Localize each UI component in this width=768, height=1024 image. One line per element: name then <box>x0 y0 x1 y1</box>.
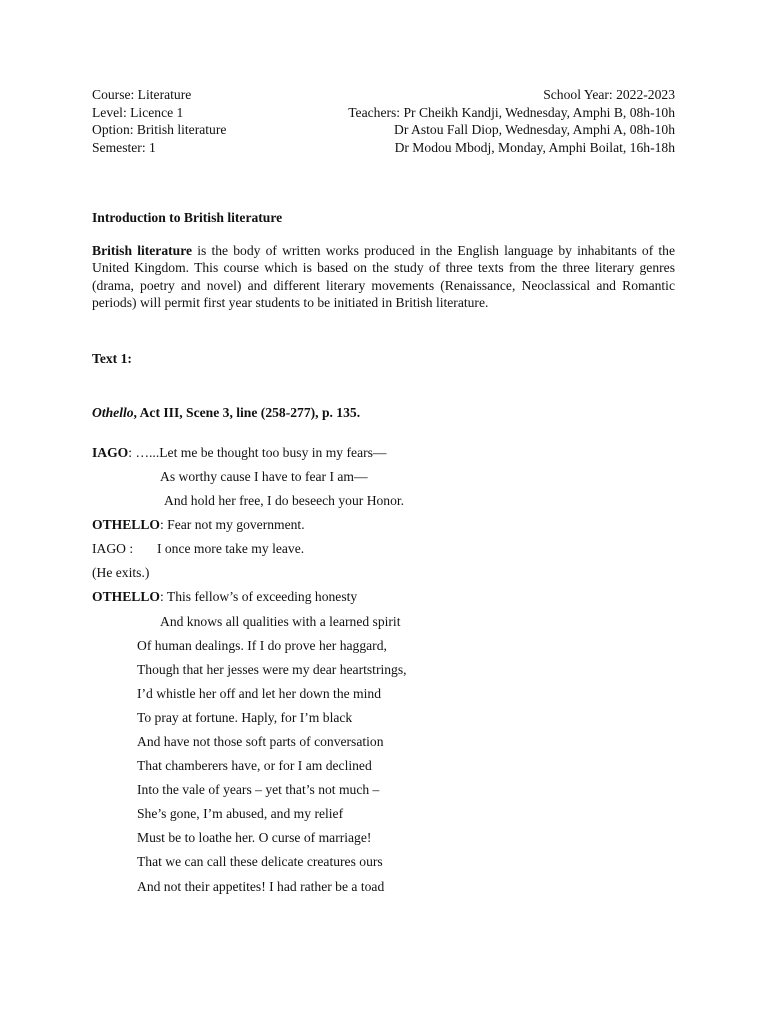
course-label: Course: Literature <box>92 87 192 102</box>
semester-label: Semester: 1 <box>92 139 156 155</box>
text-label: Text 1: <box>92 350 132 366</box>
teacher-line: Dr Astou Fall Diop, Wednesday, Amphi A, 08h-10h <box>394 122 675 137</box>
verse-line: Must be to loathe her. O curse of marriage! <box>137 830 372 846</box>
section-title: Introduction to British literature <box>92 210 283 225</box>
header-row <box>92 139 675 157</box>
intro-body: is the body of written works produced in the English language by inhabitants of the United Kingdom. This course which is based on the study of three texts from the three literary genres (drama, poetry and novel) and different literary movements (Renaissance, Neoclassical and Romantic periods) will permit first year students to be initiated in British literature. <box>92 242 675 311</box>
level-label: Level: Licence 1 <box>92 104 184 120</box>
intro-paragraph <box>92 242 675 312</box>
play-line: IAGO : I once more take my leave. <box>92 541 305 557</box>
speaker-name: OTHELLO <box>92 517 160 533</box>
verse-line: That we can call these delicate creatures ours <box>137 854 383 870</box>
option-label: Option: British literature <box>92 122 227 137</box>
play-line <box>92 441 675 465</box>
teacher-line: Dr Modou Mbodj, Monday, Amphi Boilat, 16h-18h <box>394 139 675 155</box>
stage-direction: (He exits.) <box>92 565 150 581</box>
verse-line: And not their appetites! I had rather be a toad <box>137 878 385 894</box>
play-excerpt <box>92 441 675 899</box>
verse-line: That chamberers have, or for I am declined <box>137 758 372 774</box>
play-line: And hold her free, I do beseech your Honor. <box>164 493 405 509</box>
intro-lead: British literature <box>92 242 193 258</box>
verse-line: Though that her jesses were my dear heartstrings, <box>137 661 407 677</box>
work-title: Othello <box>92 405 134 421</box>
verse-line: She’s gone, I’m abused, and my relief <box>137 806 344 822</box>
teacher-line: Teachers: Pr Cheikh Kandji, Wednesday, Amphi B, 08h-10h <box>348 104 675 120</box>
text-citation <box>92 404 675 422</box>
verse-line: Of human dealings. If I do prove her haggard, <box>137 637 387 653</box>
speaker-name: OTHELLO <box>92 589 160 605</box>
line-text: : This fellow’s of exceeding honesty <box>160 589 358 605</box>
play-line <box>92 585 675 609</box>
header-row <box>92 121 675 139</box>
school-year: School Year: 2022-2023 <box>543 87 675 102</box>
play-line <box>92 513 675 537</box>
verse-line: To pray at fortune. Haply, for I’m black <box>137 709 353 725</box>
header-row <box>92 104 675 122</box>
citation-reference: , Act III, Scene 3, line (258-277), p. 135. <box>133 405 361 421</box>
line-text: : …...Let me be thought too busy in my fears— <box>128 444 387 460</box>
line-text: : Fear not my government. <box>160 517 305 533</box>
speaker-name: IAGO <box>92 444 129 460</box>
play-line: And knows all qualities with a learned spirit <box>160 613 401 629</box>
play-line: As worthy cause I have to fear I am— <box>160 468 368 484</box>
document-page <box>92 86 675 899</box>
header-row <box>92 86 675 104</box>
verse-line: And have not those soft parts of conversation <box>137 734 384 749</box>
verse-line: Into the vale of years – yet that’s not much – <box>137 782 380 798</box>
course-header <box>92 86 675 156</box>
verse-line: I’d whistle her off and let her down the mind <box>137 685 381 701</box>
